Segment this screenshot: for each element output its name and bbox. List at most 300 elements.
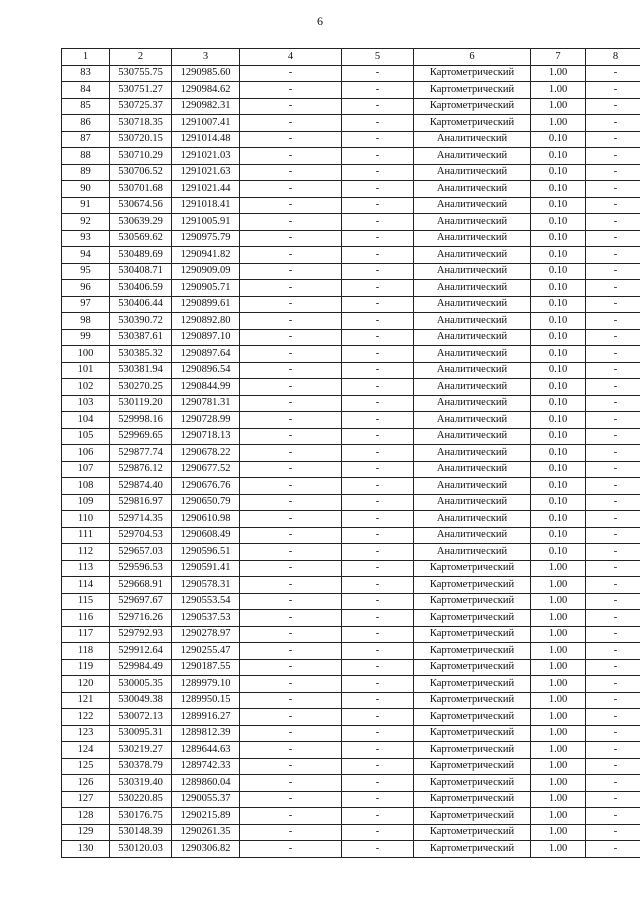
col5-cell: - (342, 527, 414, 544)
method-cell: Картометрический (414, 676, 531, 693)
method-cell: Аналитический (414, 214, 531, 231)
method-cell: Картометрический (414, 659, 531, 676)
point-number-cell: 129 (62, 824, 110, 841)
accuracy-cell: 0.10 (531, 412, 586, 429)
column-header: 7 (531, 49, 586, 66)
accuracy-cell: 0.10 (531, 197, 586, 214)
col4-cell: - (240, 148, 342, 165)
method-cell: Аналитический (414, 247, 531, 264)
y-coordinate-cell: 1290596.51 (172, 544, 240, 561)
method-cell: Аналитический (414, 362, 531, 379)
point-number-cell: 83 (62, 65, 110, 82)
y-coordinate-cell: 1290676.76 (172, 478, 240, 495)
y-coordinate-cell: 1291014.48 (172, 131, 240, 148)
x-coordinate-cell: 530390.72 (110, 313, 172, 330)
col5-cell: - (342, 115, 414, 132)
col4-cell: - (240, 131, 342, 148)
table-row (62, 445, 640, 462)
col4-cell: - (240, 395, 342, 412)
table-row (62, 527, 640, 544)
col8-cell: - (586, 725, 640, 742)
point-number-cell: 86 (62, 115, 110, 132)
table-row (62, 577, 640, 594)
table-row (62, 412, 640, 429)
col5-cell: - (342, 214, 414, 231)
table-row (62, 824, 640, 841)
col8-cell: - (586, 742, 640, 759)
point-number-cell: 104 (62, 412, 110, 429)
col8-cell: - (586, 148, 640, 165)
y-coordinate-cell: 1290608.49 (172, 527, 240, 544)
column-header: 1 (62, 49, 110, 66)
method-cell: Картометрический (414, 115, 531, 132)
col8-cell: - (586, 247, 640, 264)
method-cell: Аналитический (414, 131, 531, 148)
col8-cell: - (586, 478, 640, 495)
accuracy-cell: 1.00 (531, 676, 586, 693)
y-coordinate-cell: 1289916.27 (172, 709, 240, 726)
point-number-cell: 84 (62, 82, 110, 99)
col5-cell: - (342, 346, 414, 363)
col5-cell: - (342, 148, 414, 165)
point-number-cell: 112 (62, 544, 110, 561)
method-cell: Аналитический (414, 329, 531, 346)
point-number-cell: 105 (62, 428, 110, 445)
col8-cell: - (586, 362, 640, 379)
col4-cell: - (240, 593, 342, 610)
accuracy-cell: 0.10 (531, 461, 586, 478)
x-coordinate-cell: 529816.97 (110, 494, 172, 511)
accuracy-cell: 1.00 (531, 775, 586, 792)
y-coordinate-cell: 1290553.54 (172, 593, 240, 610)
col4-cell: - (240, 164, 342, 181)
x-coordinate-cell: 530319.40 (110, 775, 172, 792)
x-coordinate-cell: 530751.27 (110, 82, 172, 99)
accuracy-cell: 1.00 (531, 643, 586, 660)
x-coordinate-cell: 530378.79 (110, 758, 172, 775)
x-coordinate-cell: 529704.53 (110, 527, 172, 544)
point-number-cell: 117 (62, 626, 110, 643)
col4-cell: - (240, 478, 342, 495)
method-cell: Аналитический (414, 511, 531, 528)
col5-cell: - (342, 478, 414, 495)
col5-cell: - (342, 775, 414, 792)
y-coordinate-cell: 1290985.60 (172, 65, 240, 82)
x-coordinate-cell: 530569.62 (110, 230, 172, 247)
point-number-cell: 113 (62, 560, 110, 577)
col5-cell: - (342, 544, 414, 561)
accuracy-cell: 1.00 (531, 659, 586, 676)
point-number-cell: 90 (62, 181, 110, 198)
col4-cell: - (240, 742, 342, 759)
method-cell: Картометрический (414, 758, 531, 775)
col5-cell: - (342, 610, 414, 627)
col4-cell: - (240, 643, 342, 660)
accuracy-cell: 1.00 (531, 98, 586, 115)
point-number-cell: 99 (62, 329, 110, 346)
col5-cell: - (342, 791, 414, 808)
x-coordinate-cell: 529984.49 (110, 659, 172, 676)
x-coordinate-cell: 530095.31 (110, 725, 172, 742)
col8-cell: - (586, 65, 640, 82)
col8-cell: - (586, 329, 640, 346)
table-row (62, 263, 640, 280)
col5-cell: - (342, 461, 414, 478)
y-coordinate-cell: 1290591.41 (172, 560, 240, 577)
col8-cell: - (586, 824, 640, 841)
method-cell: Картометрический (414, 709, 531, 726)
col4-cell: - (240, 659, 342, 676)
method-cell: Картометрический (414, 841, 531, 858)
accuracy-cell: 0.10 (531, 263, 586, 280)
y-coordinate-cell: 1290278.97 (172, 626, 240, 643)
col8-cell: - (586, 263, 640, 280)
y-coordinate-cell: 1290650.79 (172, 494, 240, 511)
col5-cell: - (342, 758, 414, 775)
y-coordinate-cell: 1290578.31 (172, 577, 240, 594)
method-cell: Аналитический (414, 296, 531, 313)
method-cell: Аналитический (414, 527, 531, 544)
point-number-cell: 126 (62, 775, 110, 792)
y-coordinate-cell: 1290677.52 (172, 461, 240, 478)
table-row (62, 247, 640, 264)
point-number-cell: 100 (62, 346, 110, 363)
method-cell: Картометрический (414, 82, 531, 99)
col8-cell: - (586, 775, 640, 792)
accuracy-cell: 0.10 (531, 445, 586, 462)
y-coordinate-cell: 1290781.31 (172, 395, 240, 412)
col8-cell: - (586, 412, 640, 429)
accuracy-cell: 1.00 (531, 824, 586, 841)
col8-cell: - (586, 626, 640, 643)
point-number-cell: 103 (62, 395, 110, 412)
col8-cell: - (586, 346, 640, 363)
method-cell: Аналитический (414, 280, 531, 297)
y-coordinate-cell: 1291021.44 (172, 181, 240, 198)
y-coordinate-cell: 1290678.22 (172, 445, 240, 462)
accuracy-cell: 1.00 (531, 65, 586, 82)
col8-cell: - (586, 676, 640, 693)
y-coordinate-cell: 1290897.64 (172, 346, 240, 363)
col4-cell: - (240, 824, 342, 841)
point-number-cell: 125 (62, 758, 110, 775)
x-coordinate-cell: 529668.91 (110, 577, 172, 594)
col8-cell: - (586, 527, 640, 544)
accuracy-cell: 0.10 (531, 527, 586, 544)
point-number-cell: 106 (62, 445, 110, 462)
x-coordinate-cell: 530220.85 (110, 791, 172, 808)
x-coordinate-cell: 530718.35 (110, 115, 172, 132)
col5-cell: - (342, 263, 414, 280)
table-row (62, 148, 640, 165)
point-number-cell: 110 (62, 511, 110, 528)
col5-cell: - (342, 98, 414, 115)
accuracy-cell: 1.00 (531, 791, 586, 808)
col5-cell: - (342, 577, 414, 594)
x-coordinate-cell: 529876.12 (110, 461, 172, 478)
point-number-cell: 96 (62, 280, 110, 297)
y-coordinate-cell: 1291021.03 (172, 148, 240, 165)
y-coordinate-cell: 1290187.55 (172, 659, 240, 676)
table-row (62, 494, 640, 511)
method-cell: Аналитический (414, 478, 531, 495)
table-row (62, 131, 640, 148)
col4-cell: - (240, 82, 342, 99)
accuracy-cell: 0.10 (531, 494, 586, 511)
x-coordinate-cell: 529877.74 (110, 445, 172, 462)
method-cell: Аналитический (414, 263, 531, 280)
table-row (62, 643, 640, 660)
point-number-cell: 118 (62, 643, 110, 660)
col5-cell: - (342, 280, 414, 297)
accuracy-cell: 1.00 (531, 742, 586, 759)
method-cell: Картометрический (414, 593, 531, 610)
method-cell: Аналитический (414, 412, 531, 429)
table-row (62, 115, 640, 132)
col5-cell: - (342, 659, 414, 676)
col8-cell: - (586, 808, 640, 825)
accuracy-cell: 1.00 (531, 808, 586, 825)
method-cell: Картометрический (414, 560, 531, 577)
method-cell: Аналитический (414, 379, 531, 396)
method-cell: Аналитический (414, 164, 531, 181)
table-row (62, 98, 640, 115)
method-cell: Аналитический (414, 461, 531, 478)
col8-cell: - (586, 230, 640, 247)
y-coordinate-cell: 1291018.41 (172, 197, 240, 214)
col8-cell: - (586, 445, 640, 462)
point-number-cell: 85 (62, 98, 110, 115)
accuracy-cell: 1.00 (531, 577, 586, 594)
col4-cell: - (240, 230, 342, 247)
x-coordinate-cell: 529596.53 (110, 560, 172, 577)
y-coordinate-cell: 1290897.10 (172, 329, 240, 346)
table-row (62, 329, 640, 346)
col5-cell: - (342, 445, 414, 462)
method-cell: Картометрический (414, 692, 531, 709)
accuracy-cell: 1.00 (531, 758, 586, 775)
col5-cell: - (342, 131, 414, 148)
point-number-cell: 95 (62, 263, 110, 280)
method-cell: Картометрический (414, 610, 531, 627)
col8-cell: - (586, 296, 640, 313)
point-number-cell: 94 (62, 247, 110, 264)
col4-cell: - (240, 494, 342, 511)
y-coordinate-cell: 1290975.79 (172, 230, 240, 247)
col8-cell: - (586, 214, 640, 231)
accuracy-cell: 1.00 (531, 725, 586, 742)
col4-cell: - (240, 214, 342, 231)
col5-cell: - (342, 296, 414, 313)
table-row (62, 461, 640, 478)
table-row (62, 709, 640, 726)
x-coordinate-cell: 529714.35 (110, 511, 172, 528)
col5-cell: - (342, 494, 414, 511)
col5-cell: - (342, 841, 414, 858)
point-number-cell: 88 (62, 148, 110, 165)
col4-cell: - (240, 346, 342, 363)
table-row (62, 544, 640, 561)
table-row (62, 511, 640, 528)
col4-cell: - (240, 808, 342, 825)
col8-cell: - (586, 428, 640, 445)
accuracy-cell: 0.10 (531, 181, 586, 198)
col4-cell: - (240, 329, 342, 346)
col5-cell: - (342, 230, 414, 247)
y-coordinate-cell: 1289979.10 (172, 676, 240, 693)
point-number-cell: 97 (62, 296, 110, 313)
col8-cell: - (586, 494, 640, 511)
col4-cell: - (240, 412, 342, 429)
col8-cell: - (586, 692, 640, 709)
accuracy-cell: 0.10 (531, 214, 586, 231)
point-number-cell: 120 (62, 676, 110, 693)
col4-cell: - (240, 296, 342, 313)
col8-cell: - (586, 659, 640, 676)
y-coordinate-cell: 1290718.13 (172, 428, 240, 445)
col5-cell: - (342, 197, 414, 214)
accuracy-cell: 1.00 (531, 82, 586, 99)
method-cell: Аналитический (414, 395, 531, 412)
accuracy-cell: 1.00 (531, 115, 586, 132)
x-coordinate-cell: 530755.75 (110, 65, 172, 82)
table-row (62, 775, 640, 792)
column-header: 4 (240, 49, 342, 66)
col5-cell: - (342, 742, 414, 759)
col5-cell: - (342, 560, 414, 577)
method-cell: Аналитический (414, 445, 531, 462)
y-coordinate-cell: 1291005.91 (172, 214, 240, 231)
accuracy-cell: 1.00 (531, 626, 586, 643)
accuracy-cell: 0.10 (531, 511, 586, 528)
point-number-cell: 98 (62, 313, 110, 330)
accuracy-cell: 0.10 (531, 280, 586, 297)
table-row (62, 362, 640, 379)
x-coordinate-cell: 530706.52 (110, 164, 172, 181)
x-coordinate-cell: 529697.67 (110, 593, 172, 610)
table-row (62, 197, 640, 214)
accuracy-cell: 0.10 (531, 313, 586, 330)
col8-cell: - (586, 577, 640, 594)
point-number-cell: 124 (62, 742, 110, 759)
x-coordinate-cell: 529912.64 (110, 643, 172, 660)
y-coordinate-cell: 1290905.71 (172, 280, 240, 297)
table-row (62, 659, 640, 676)
point-number-cell: 102 (62, 379, 110, 396)
method-cell: Картометрический (414, 725, 531, 742)
col8-cell: - (586, 841, 640, 858)
x-coordinate-cell: 530720.15 (110, 131, 172, 148)
col8-cell: - (586, 181, 640, 198)
y-coordinate-cell: 1290909.09 (172, 263, 240, 280)
table-row (62, 346, 640, 363)
column-header: 2 (110, 49, 172, 66)
y-coordinate-cell: 1289742.33 (172, 758, 240, 775)
col4-cell: - (240, 428, 342, 445)
table-row (62, 313, 640, 330)
col5-cell: - (342, 643, 414, 660)
col5-cell: - (342, 247, 414, 264)
col8-cell: - (586, 544, 640, 561)
method-cell: Картометрический (414, 775, 531, 792)
y-coordinate-cell: 1291021.63 (172, 164, 240, 181)
col8-cell: - (586, 98, 640, 115)
col4-cell: - (240, 527, 342, 544)
col5-cell: - (342, 412, 414, 429)
table-row (62, 808, 640, 825)
point-number-cell: 92 (62, 214, 110, 231)
x-coordinate-cell: 530176.75 (110, 808, 172, 825)
accuracy-cell: 0.10 (531, 544, 586, 561)
table-row (62, 626, 640, 643)
accuracy-cell: 1.00 (531, 692, 586, 709)
accuracy-cell: 0.10 (531, 296, 586, 313)
x-coordinate-cell: 530049.38 (110, 692, 172, 709)
point-number-cell: 121 (62, 692, 110, 709)
point-number-cell: 122 (62, 709, 110, 726)
table-row (62, 560, 640, 577)
col8-cell: - (586, 115, 640, 132)
col5-cell: - (342, 511, 414, 528)
method-cell: Аналитический (414, 148, 531, 165)
method-cell: Аналитический (414, 494, 531, 511)
x-coordinate-cell: 530408.71 (110, 263, 172, 280)
point-number-cell: 109 (62, 494, 110, 511)
accuracy-cell: 0.10 (531, 247, 586, 264)
col8-cell: - (586, 791, 640, 808)
x-coordinate-cell: 530381.94 (110, 362, 172, 379)
table-row (62, 593, 640, 610)
method-cell: Картометрический (414, 643, 531, 660)
x-coordinate-cell: 529792.93 (110, 626, 172, 643)
table-row (62, 742, 640, 759)
accuracy-cell: 0.10 (531, 230, 586, 247)
column-header: 3 (172, 49, 240, 66)
y-coordinate-cell: 1290255.47 (172, 643, 240, 660)
x-coordinate-cell: 530148.39 (110, 824, 172, 841)
col4-cell: - (240, 791, 342, 808)
accuracy-cell: 1.00 (531, 560, 586, 577)
col4-cell: - (240, 775, 342, 792)
x-coordinate-cell: 530005.35 (110, 676, 172, 693)
point-number-cell: 107 (62, 461, 110, 478)
table-row (62, 692, 640, 709)
col5-cell: - (342, 164, 414, 181)
accuracy-cell: 0.10 (531, 131, 586, 148)
accuracy-cell: 0.10 (531, 346, 586, 363)
method-cell: Картометрический (414, 742, 531, 759)
x-coordinate-cell: 530072.13 (110, 709, 172, 726)
column-header: 5 (342, 49, 414, 66)
col4-cell: - (240, 445, 342, 462)
col8-cell: - (586, 82, 640, 99)
table-row (62, 280, 640, 297)
table-row (62, 214, 640, 231)
col5-cell: - (342, 824, 414, 841)
accuracy-cell: 1.00 (531, 593, 586, 610)
col8-cell: - (586, 643, 640, 660)
point-number-cell: 123 (62, 725, 110, 742)
accuracy-cell: 0.10 (531, 478, 586, 495)
x-coordinate-cell: 530270.25 (110, 379, 172, 396)
table-row (62, 230, 640, 247)
col8-cell: - (586, 461, 640, 478)
method-cell: Картометрический (414, 98, 531, 115)
x-coordinate-cell: 530119.20 (110, 395, 172, 412)
point-number-cell: 91 (62, 197, 110, 214)
col5-cell: - (342, 626, 414, 643)
x-coordinate-cell: 530725.37 (110, 98, 172, 115)
